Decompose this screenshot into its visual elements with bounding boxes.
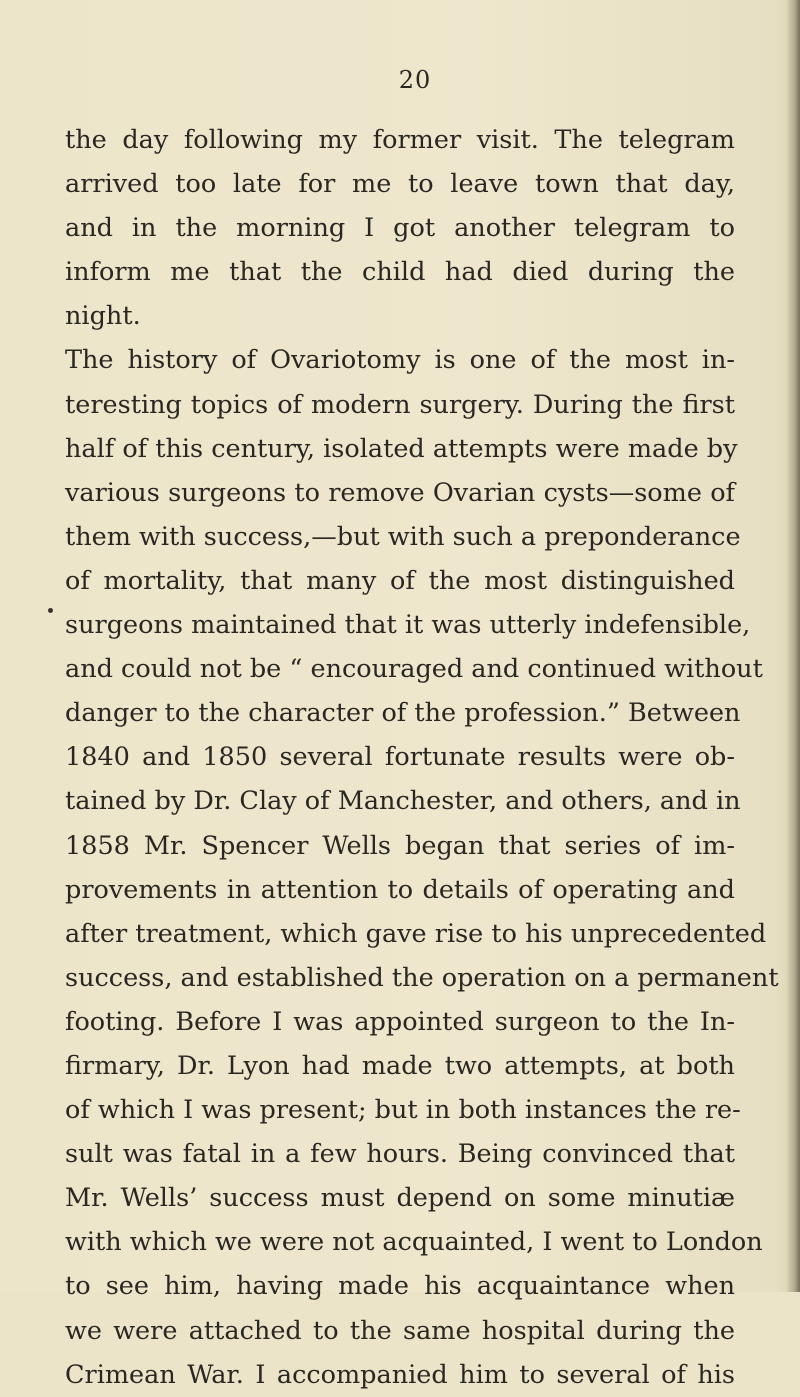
text-line: to see him, having made his acquaintance when (65, 1271, 735, 1302)
text-line: provements in attention to details of operating and (65, 874, 735, 905)
text-line: with which we were not acquainted, I went to London (65, 1227, 763, 1258)
text-line: sult was fatal in a few hours. Being convinced that (65, 1139, 735, 1170)
text-line: we were attached to the same hospital during the (65, 1315, 735, 1346)
text-line: various surgeons to remove Ovarian cysts—some of (65, 477, 735, 508)
margin-ink-mark (48, 608, 53, 613)
text-line: night. (65, 301, 141, 332)
text-line: and in the morning I got another telegram to (65, 213, 735, 244)
text-line: teresting topics of modern surgery. During the first (65, 389, 735, 420)
text-line: Mr. Wells’ success must depend on some minutiæ (65, 1183, 735, 1214)
text-line: them with success,—but with such a preponderance (65, 521, 741, 552)
text-line: 1840 and 1850 several fortunate results were ob- (65, 742, 735, 773)
body-text (65, 118, 779, 1397)
text-line: Crimean War. I accompanied him to several of his (65, 1359, 735, 1390)
page-edge-shadow (786, 0, 800, 1292)
text-line: the day following my former visit. The telegram (65, 125, 735, 155)
text-line: firmary, Dr. Lyon had made two attempts, at both (65, 1050, 735, 1081)
text-line: after treatment, which gave rise to his unprecedented (65, 918, 767, 949)
text-line: The history of Ovariotomy is one of the most in- (65, 345, 735, 376)
text-line: danger to the character of the profession.” Between (65, 698, 741, 729)
text-line: tained by Dr. Clay of Manchester, and others, and in (65, 786, 741, 817)
text-line: and could not be “ encouraged and continued without (65, 654, 763, 685)
text-line: surgeons maintained that it was utterly indefensible, (65, 610, 751, 641)
text-line: inform me that the child had died during the (65, 257, 735, 288)
text-line: footing. Before I was appointed surgeon to the In- (65, 1006, 735, 1037)
text-line: of which I was present; but in both instances the re- (65, 1095, 741, 1126)
text-line: 1858 Mr. Spencer Wells began that series of im- (65, 830, 735, 861)
text-line: arrived too late for me to leave town that day, (65, 169, 735, 200)
text-line: of mortality, that many of the most distinguished (65, 565, 735, 596)
text-line: success, and established the operation on a permanent (65, 962, 779, 993)
page-number: 20 (398, 66, 432, 94)
text-line: half of this century, isolated attempts were made by (65, 433, 738, 464)
